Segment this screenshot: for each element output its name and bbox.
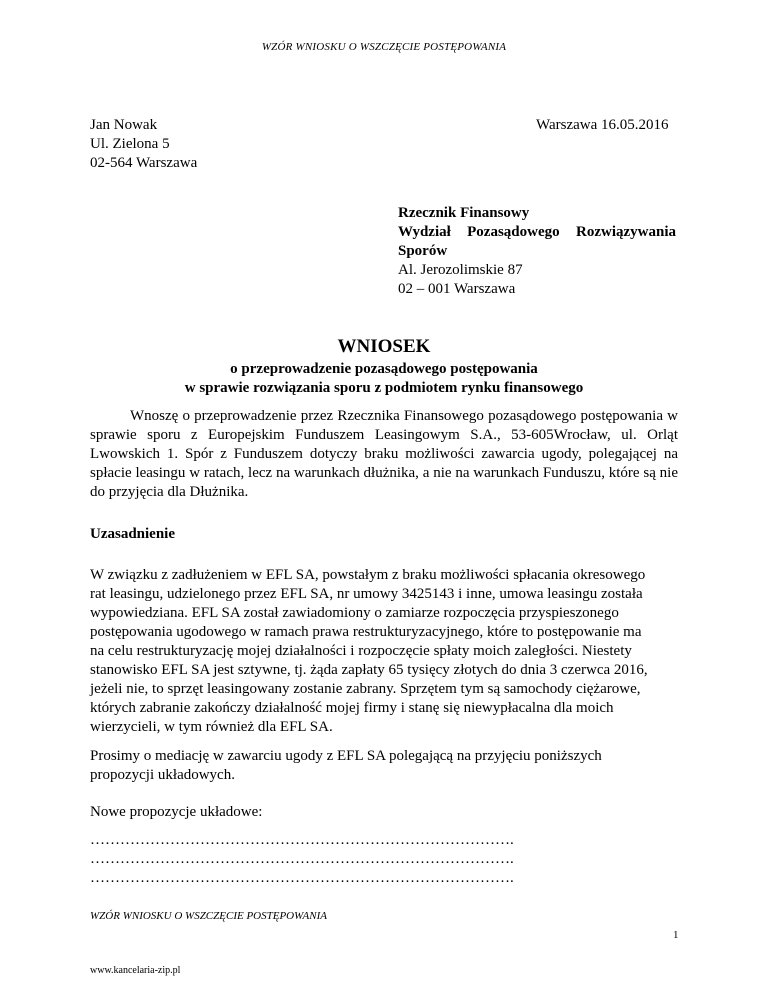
page-header: WZÓR WNIOSKU O WSZCZĘCIE POSTĘPOWANIA [261, 41, 507, 53]
recipient-line2: Wydział Pozasądowego Rozwiązywania [398, 224, 676, 240]
justification-line: rat leasingu, udzielonego przez EFL SA, nr umowy 3425143 i inne, umowa leasingu została [90, 586, 643, 602]
justification-line: na celu restrukturyzację mojej działalności i rozpoczęcie spłaty moich zaległości. Niestety [90, 643, 632, 659]
justification-line: W związku z zadłużeniem w EFL SA, powstałym z braku możliwości spłacania okresowego [90, 567, 646, 583]
section-title: Uzasadnienie [90, 526, 176, 542]
dotted-line: …………………………………………………………………………. [90, 851, 514, 867]
justification-line: jeżeli nie, to sprzęt leasingowany zostanie zabrany. Sprzętem tym są samochody ciężarowe, [90, 681, 641, 697]
letter-date: Warszawa 16.05.2016 [536, 117, 669, 133]
justification-line: których zabranie zakończy działalność mojej firmy i stanę się niewypłacalna dla moich [90, 700, 614, 716]
recipient-city: 02 – 001 Warszawa [398, 281, 516, 297]
request-line: propozycji układowych. [90, 767, 235, 783]
request-paragraph [90, 747, 678, 785]
proposals-label: Nowe propozycje układowe: [90, 804, 263, 820]
sender-name: Jan Nowak [90, 117, 158, 133]
page-number: 1 [673, 929, 679, 941]
recipient-address [398, 204, 676, 299]
footer-website: www.kancelaria-zip.pl [90, 965, 181, 976]
footer-title: WZÓR WNIOSKU O WSZCZĘCIE POSTĘPOWANIA [90, 910, 327, 922]
recipient-line3: Sporów [398, 243, 448, 259]
intro-paragraph [90, 407, 678, 502]
justification-paragraph [90, 566, 678, 737]
sender-address [90, 116, 197, 173]
subtitle-line2: w sprawie rozwiązania sporu z podmiotem rynku finansowego [184, 380, 584, 396]
proposal-placeholder-lines [90, 831, 514, 888]
dotted-line: …………………………………………………………………………. [90, 870, 514, 886]
justification-line: stanowisko EFL SA jest sztywne, tj. żąda zapłaty 65 tysięcy złotych do dnia 3 czerwca 2016, [90, 662, 648, 678]
justification-line: postępowania ugodowego w ramach prawa restrukturyzacyjnego, które to postępowanie ma [90, 624, 642, 640]
dotted-line: …………………………………………………………………………. [90, 832, 514, 848]
sender-street: Ul. Zielona 5 [90, 136, 170, 152]
sender-city: 02-564 Warszawa [90, 155, 198, 171]
document-title: WNIOSEK [337, 336, 431, 357]
justification-line: wierzycieli, w tym również dla EFL SA. [90, 719, 333, 735]
document-subtitle [0, 360, 768, 398]
subtitle-line1: o przeprowadzenie pozasądowego postępowania [230, 361, 538, 377]
intro-text: Wnoszę o przeprowadzenie przez Rzecznika Finansowego pozasądowego postępowania w sprawie sporu z Europejskim Funduszem Leasingowym S.A., 53-605Wrocław, ul. Orląt Lwowskich 1. Spór z Funduszem dotyczy braku możliwości zawarcia ugody, polegającej na spłacie leasingu w ratach, lecz na warunkach dłużnika, a nie na warunkach Funduszu, które są nie do przyjęcia dla Dłużnika. [90, 408, 678, 500]
justification-line: wypowiedziana. EFL SA został zawiadomiony o zamiarze rozpoczęcia przyspieszonego [90, 605, 619, 621]
request-line: Prosimy o mediację w zawarciu ugody z EFL SA polegającą na przyjęciu poniższych [90, 748, 602, 764]
recipient-street: Al. Jerozolimskie 87 [398, 262, 523, 278]
recipient-line1: Rzecznik Finansowy [398, 205, 530, 221]
